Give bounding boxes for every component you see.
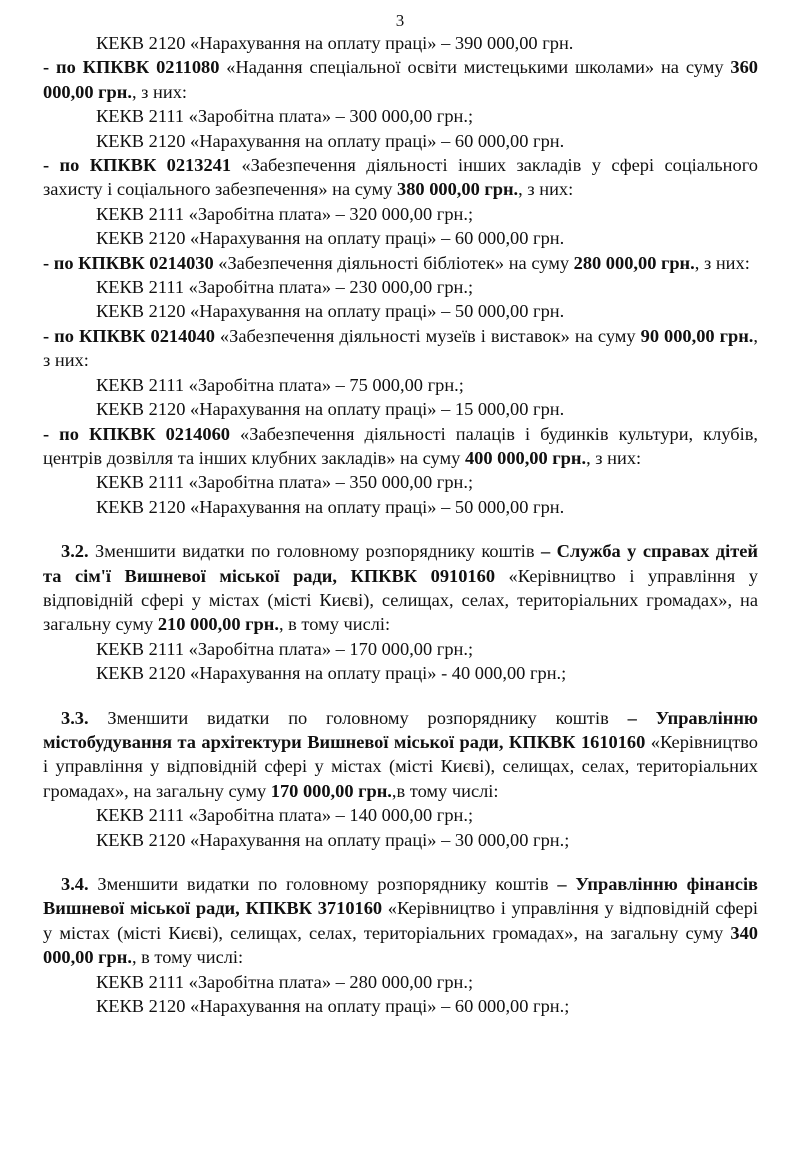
program-amount: 280 000,00 грн.: [573, 252, 695, 273]
section-text: «Керівництво і управління у відповідній сфері у містах (місті Києві), селищах, селах, територіальних громадах», на загальну суму: [43, 731, 759, 801]
document-body: [43, 31, 758, 1018]
section-paragraph: [43, 539, 758, 637]
budget-line: КЕКВ 2120 «Нарахування на оплату праці» – 390 000,00 грн.: [96, 33, 574, 53]
budget-line: КЕКВ 2120 «Нарахування на оплату праці» – 60 000,00 грн.: [96, 130, 565, 151]
program-title: «Забезпечення діяльності музеїв і виставок» на суму: [214, 325, 641, 346]
section-3-4: [43, 872, 758, 1018]
program-code: - по КПКВК 0213241: [43, 155, 232, 176]
program-code: - по КПКВК 0214040: [43, 325, 215, 346]
program-code: - по КПКВК 0214060: [43, 423, 230, 444]
section-amount: 170 000,00 грн.: [270, 780, 392, 801]
budget-line: КЕКВ 2120 «Нарахування на оплату праці» - 40 000,00 грн.;: [96, 663, 567, 684]
program-paragraph: [43, 422, 758, 471]
section-recipient: – Управлінню містобудування та архітектури Вишневої міської ради, КПКВК 1610160: [43, 707, 758, 752]
section-suffix: , в тому числі:: [278, 614, 391, 635]
section-suffix: , в тому числі:: [131, 947, 244, 968]
program-amount: 90 000,00 грн.: [640, 325, 754, 346]
program-suffix: , з них:: [131, 81, 187, 102]
program-paragraph: [43, 251, 758, 275]
budget-line: КЕКВ 2120 «Нарахування на оплату праці» – 60 000,00 грн.;: [96, 996, 570, 1017]
section-amount: 210 000,00 грн.: [157, 614, 279, 635]
program-suffix: , з них:: [43, 325, 758, 371]
section-suffix: ,в тому числі:: [391, 780, 499, 801]
program-block: [43, 153, 758, 251]
section-intro: Зменшити видатки по головному розпоряднику коштів: [88, 541, 542, 562]
section-text: «Керівництво і управління у відповідній сфері у містах (місті Києві), селищах, селах, територіальних громадах», на загальну суму: [43, 565, 758, 635]
program-title: «Забезпечення діяльності палаців і будинків культури, клубів, центрів дозвілля та інших клубних закладів» на суму: [43, 423, 758, 468]
budget-line: КЕКВ 2120 «Нарахування на оплату праці» – 15 000,00 грн.: [96, 399, 565, 420]
program-block: [43, 422, 758, 520]
program-block: [43, 251, 758, 324]
program-suffix: , з них:: [518, 179, 574, 200]
program-block: [43, 324, 758, 422]
program-amount: 400 000,00 грн.: [464, 447, 587, 468]
program-suffix: , з них:: [586, 447, 642, 468]
program-title: «Забезпечення діяльності бібліотек» на суму: [213, 252, 574, 273]
section-recipient: – Управлінню фінансів Вишневої міської ради, КПКВК 3710160: [43, 874, 758, 919]
program-title: «Забезпечення діяльності інших закладів у сфері соціального захисту і соціального забезпечення» на суму: [43, 155, 759, 200]
budget-line: КЕКВ 2111 «Заробітна плата» – 230 000,00 грн.;: [96, 277, 474, 298]
section-paragraph: [43, 872, 758, 970]
program-block: [43, 55, 758, 153]
section-intro: Зменшити видатки по головному розпоряднику коштів: [88, 874, 558, 894]
budget-line: КЕКВ 2120 «Нарахування на оплату праці» – 50 000,00 грн.: [96, 301, 565, 322]
program-amount: 360 000,00 грн.: [43, 57, 758, 102]
section-3-2: [43, 539, 758, 685]
budget-line: КЕКВ 2120 «Нарахування на оплату праці» – 30 000,00 грн.;: [96, 829, 570, 850]
program-code: - по КПКВК 0214030: [43, 252, 214, 273]
program-title: «Надання спеціальної освіти мистецькими школами» на суму: [219, 57, 731, 78]
budget-line: КЕКВ 2111 «Заробітна плата» – 140 000,00 грн.;: [96, 805, 474, 826]
budget-line: КЕКВ 2111 «Заробітна плата» – 75 000,00 грн.;: [96, 374, 464, 395]
budget-line: КЕКВ 2111 «Заробітна плата» – 280 000,00 грн.;: [96, 971, 474, 992]
budget-line: КЕКВ 2111 «Заробітна плата» – 320 000,00 грн.;: [96, 203, 474, 224]
section-paragraph: [43, 706, 758, 804]
budget-line: КЕКВ 2111 «Заробітна плата» – 170 000,00 грн.;: [96, 638, 474, 659]
program-suffix: , з них:: [694, 252, 750, 273]
program-code: - по КПКВК 0211080: [43, 57, 220, 78]
section-number: 3.2.: [61, 541, 89, 562]
budget-line: КЕКВ 2111 «Заробітна плата» – 300 000,00 грн.;: [96, 106, 474, 127]
budget-line: КЕКВ 2120 «Нарахування на оплату праці» – 60 000,00 грн.: [96, 228, 565, 249]
section-amount: 340 000,00 грн.: [43, 922, 758, 968]
program-paragraph: [43, 55, 758, 104]
section-intro: Зменшити видатки по головному розпоряднику коштів: [88, 707, 628, 728]
budget-line: КЕКВ 2120 «Нарахування на оплату праці» – 50 000,00 грн.: [96, 496, 565, 517]
section-number: 3.4.: [61, 874, 89, 894]
section-3-3: [43, 706, 758, 852]
program-paragraph: [43, 153, 758, 202]
section-recipient: – Служба у справах дітей та сім'ї Вишневої міської ради, КПКВК 0910160: [43, 541, 758, 586]
program-amount: 380 000,00 грн.: [397, 179, 519, 200]
budget-line: КЕКВ 2111 «Заробітна плата» – 350 000,00 грн.;: [96, 472, 474, 493]
section-number: 3.3.: [61, 707, 89, 728]
program-paragraph: [43, 324, 758, 373]
page-number: 3: [395, 11, 405, 30]
section-text: «Керівництво і управління у відповідній сфері у містах (місті Києві), селищах, селах, територіальних громадах», на загальну суму: [43, 898, 758, 943]
